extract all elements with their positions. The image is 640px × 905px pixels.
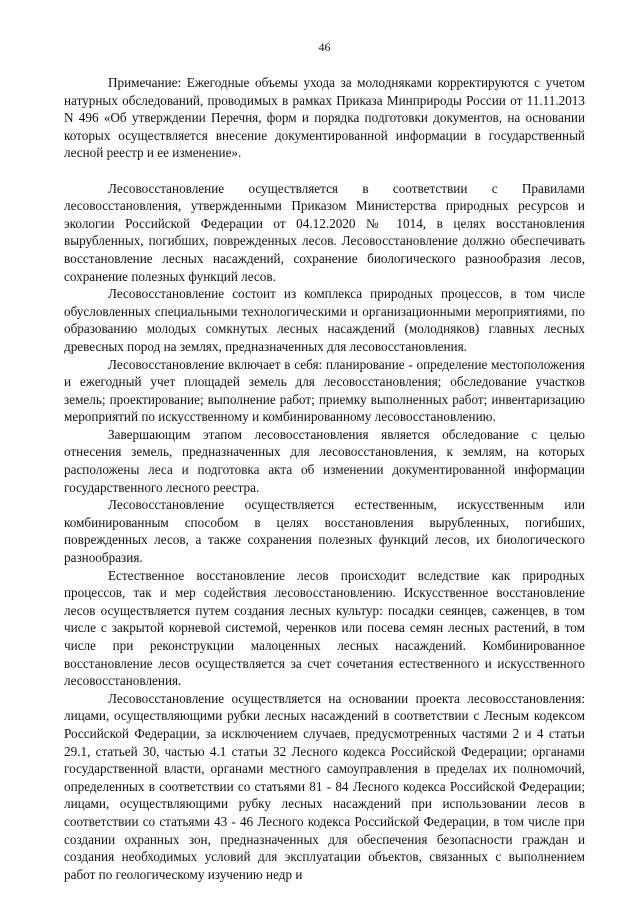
- paragraph-reforestation-processes: Лесовосстановление состоит из комплекса природных процессов, в том числе обусловленных специальными технологическими и организационными мероприятиями, по образованию молодых сомкнутых лесных насаждений (молодняков) главных лесных древесных пород на землях, предназначенных для лесовосстановления.: [64, 286, 585, 354]
- paragraph-reforestation-methods: Лесовосстановление осуществляется естественным, искусственным или комбинированным способом в целях восстановления вырубленных, погибших, поврежденных лесов, а также сохранения полезных функций лесов, их биологического разнообразия.: [64, 497, 585, 566]
- paragraph-natural-artificial: Естественное восстановление лесов происходит вследствие как природных процессов, так и мер содействия лесовосстановлению. Искусственное восстановление лесов осуществляется путем создания лесных культур: посадки сеянцев, саженцев, в том числе с закрытой корневой системой, черенков или посева семян лесных растений, в том числе при реконструкции малоценных лесных насаждений. Комбинированное восстановление лесов осуществляется за счет сочетания естественного и искусственного лесовосстановления.: [64, 567, 585, 689]
- page-number: 46: [318, 40, 331, 54]
- paragraph-project-basis: Лесовосстановление осуществляется на основании проекта лесовосстановления: лицами, осуществляющими рубки лесных насаждений в соответствии с Лесным кодексом Российской Федерации, за исключением случаев, предусмотренных частями 2 и 4 статьи 29.1, статьей 30, частью 4.1 статьи 32 Лесного кодекса Российской Федерации; органами государственной власти, органами местного самоуправления в пределах их полномочий, определенных в соответствии со статьями 81 - 84 Лесного кодекса Российской Федерации; лицами, осуществляющими рубку лесных насаждений при использовании лесов в соответствии со статьями 43 - 46 Лесного кодекса Российской Федерации, в том числе при создании охранных зон, предназначенных для обеспечения безопасности граждан и создания необходимых условий для эксплуатации объектов, связанных с выполнением работ по геологическому изучению недр и: [64, 690, 585, 882]
- paragraph-note: Примечание: Ежегодные объемы ухода за молодняками корректируются с учетом натурных обследований, проводимых в рамках Приказа Минприроды России от 11.11.2013 N 496 «Об утверждении Перечня, форм и порядка подготовки документов, на основании которых осуществляется внесение документированной информации в государственный лесной реестр и ее изменение».: [64, 75, 585, 161]
- paragraph-reforestation-stages: Лесовосстановление включает в себя: планирование - определение местоположения и ежегодный учет площадей земель для лесовосстановления; обследование участков земель; проектирование; выполнение работ; приемку выполненных работ; инвентаризацию мероприятий по искусственному и комбинированному лесовосстановлению.: [64, 356, 585, 425]
- paragraph-final-stage: Завершающим этапом лесовосстановления является обследование с целью отнесения земель, предназначенных для лесовосстановления, к землям, на которых расположены леса и подготовка акта об изменении документированной информации государственного лесного реестра.: [64, 426, 585, 495]
- paragraph-reforestation-rules: Лесовосстановление осуществляется в соответствии с Правилами лесовосстановления, утвержденными Приказом Министерства природных ресурсов и экологии Российской Федерации от 04.12.2020 № 1014, в целях восстановления вырубленных, погибших, поврежденных лесов. Лесовосстановление должно обеспечивать восстановление лесных насаждений, сохранение биологического разнообразия лесов, сохранение полезных функций лесов.: [64, 180, 585, 284]
